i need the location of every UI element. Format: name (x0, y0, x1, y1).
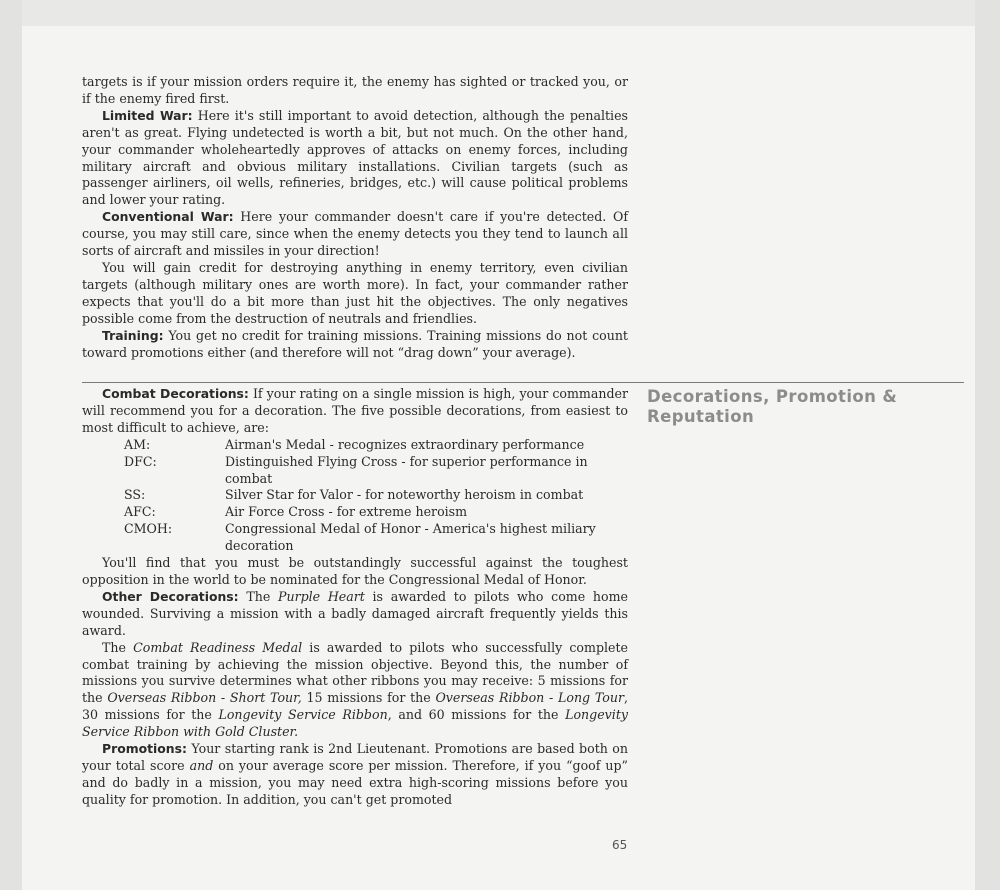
list-item: AFC: Air Force Cross - for extreme heroism (124, 504, 468, 520)
combat-decorations-heading: Combat Decorations: (102, 386, 249, 401)
paragraph-promotions: Promotions: Your starting rank is 2nd Lieutenant. Promotions are based both on your total score and on your average score per mission. Therefore, if you “goof up” and do badly in a mission, you may need extra high-scoring missions before you quality for promotion. In addition, you can't get promoted (82, 741, 628, 807)
paragraph-continued: targets is if your mission orders require it, the enemy has sighted or tracked you, or if the enemy fired first. (82, 74, 628, 106)
list-item: DFC: Distinguished Flying Cross - for superior performance in combat (124, 453, 588, 486)
paragraph-ribbons: The Combat Readiness Medal is awarded to pilots who successfully complete combat training by achieving the mission objective. Beyond this, the number of missions you survive determines what other ribbons you may receive: 5 missions for the Overseas Ribbon - Short Tour, 15 missions for the Overseas Ribbon - Long Tour, 30 missions for the Longevity Service Ribbon, and 60 missions for the Longevity Service Ribbon with Gold Cluster. (82, 639, 628, 740)
facing-page-bleed-left (0, 0, 22, 890)
promotions-heading: Promotions: (102, 741, 187, 757)
paragraph-cmoh-note: You'll find that you must be outstandingly successful against the toughest opposition in the world to be nominated for the Congressional Medal of Honor. (82, 555, 628, 587)
list-item: AM: Airman's Medal - recognizes extraordinary performance (124, 436, 585, 452)
paragraph-training: Training: You get no credit for training missions. Training missions do not count toward promotions either (and therefore will not “drag down” your average). (82, 327, 628, 360)
upper-text-column (82, 74, 628, 361)
training-heading: Training: (102, 327, 164, 343)
section-divider (82, 382, 964, 383)
lower-text-column (82, 386, 628, 809)
section-heading: Decorations, Promotion & Reputation (647, 387, 898, 426)
list-item: SS: Silver Star for Valor - for noteworthy heroism in combat (124, 487, 584, 503)
facing-page-bleed-top (0, 0, 1000, 26)
decorations-list (82, 437, 628, 555)
paragraph-credit: You will gain credit for destroying anything in enemy territory, even civilian targets (although military ones are worth more). In fact, your commander rather expects that you'll do a bit more than just hit the objectives. The only negatives possible come from the destruction of neutrals and friendlies. (82, 259, 628, 326)
conventional-war-heading: Conventional War: (102, 209, 234, 225)
paragraph-conventional-war: Conventional War: Here your commander doesn't care if you're detected. Of course, you may still care, since when the enemy detects you they tend to launch all sorts of aircraft and missiles in your direction! (82, 209, 629, 259)
paragraph-other-decorations: Other Decorations: The Purple Heart is awarded to pilots who come home wounded. Surviving a mission with a badly damaged aircraft frequently yields this award. (82, 588, 628, 638)
paragraph-limited-war: Limited War: Here it's still important to avoid detection, although the penalties aren't as great. Flying undetected is worth a bit, but not much. On the other hand, your commander wholeheartedly approves of attacks on enemy forces, including military aircraft and obvious military installations. Civilian targets (such as passenger airliners, oil wells, refineries, bridges, etc.) will cause political problems and lower your rating. (82, 107, 628, 208)
paragraph-combat-decorations: Combat Decorations: If your rating on a single mission is high, your commander will recommend you for a decoration. The five possible decorations, from easiest to most difficult to achieve, are: (82, 386, 628, 435)
list-item: CMOH: Congressional Medal of Honor - America's highest miliary decoration (124, 521, 596, 554)
facing-page-bleed-right (975, 0, 1000, 890)
other-decorations-heading: Other Decorations: (102, 588, 239, 604)
limited-war-heading: Limited War: (102, 107, 193, 123)
page-number: 65 (612, 838, 628, 852)
